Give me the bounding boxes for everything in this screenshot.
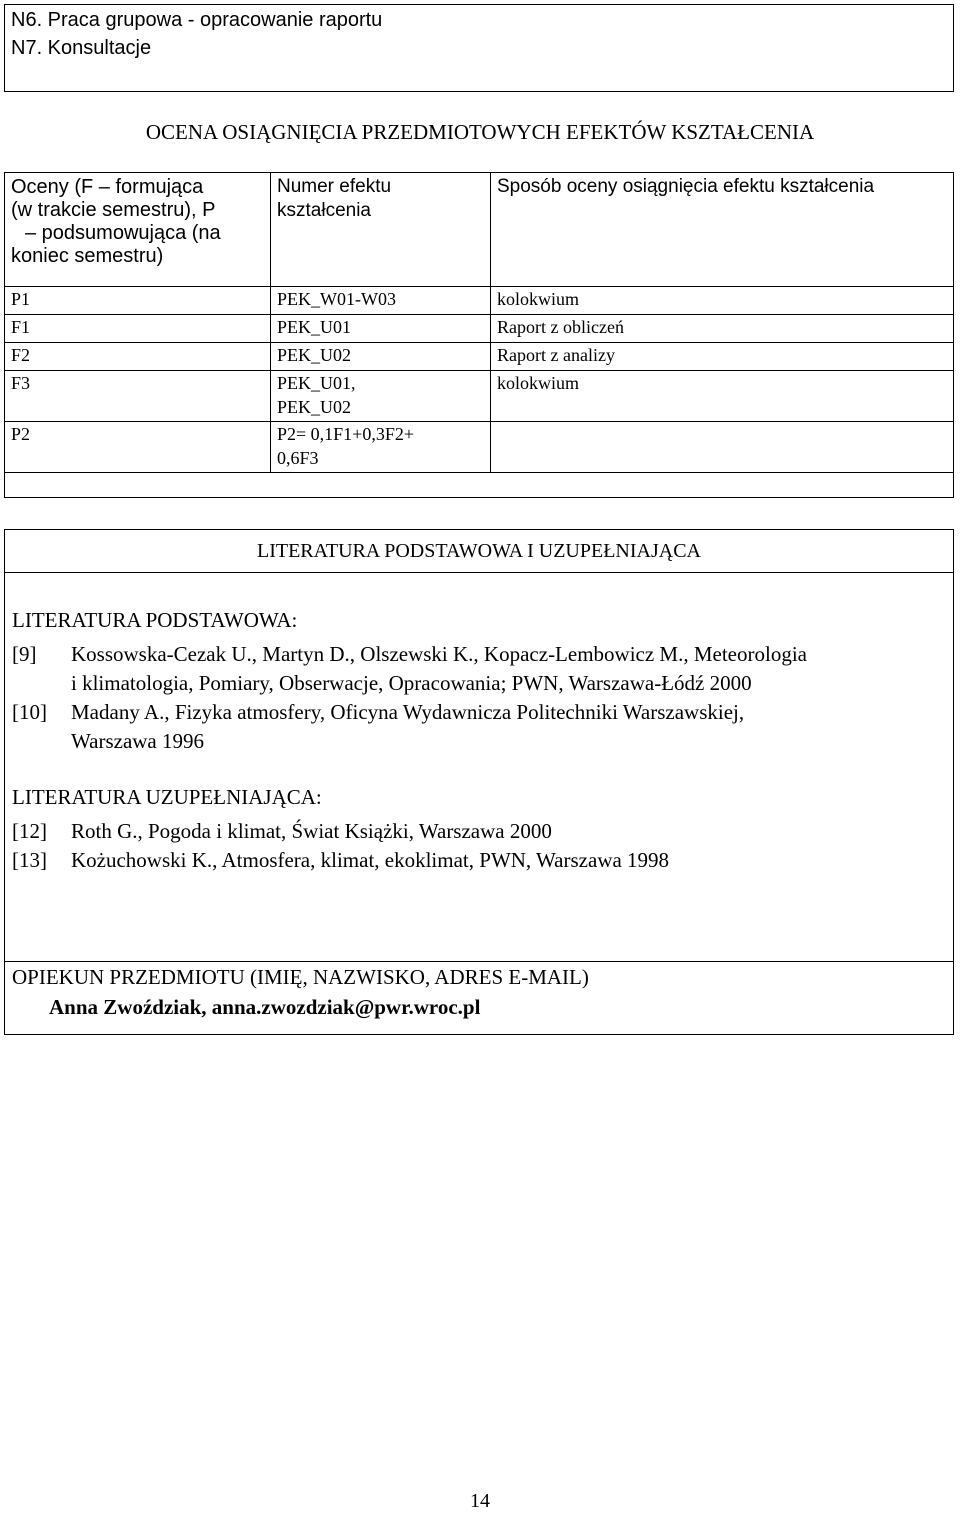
literature-title: LITERATURA PODSTAWOWA I UZUPEŁNIAJĄCA bbox=[256, 540, 701, 562]
effect-header-line: Numer efektu bbox=[277, 176, 392, 197]
grade-cell: P2 bbox=[5, 422, 271, 473]
effect-line: P2= 0,1F1+0,3F2+ bbox=[277, 424, 414, 444]
reference-number: [9] bbox=[12, 642, 37, 666]
supplementary-literature-heading: LITERATURA UZUPEŁNIAJĄCA: bbox=[12, 785, 322, 809]
basic-literature-heading: LITERATURA PODSTAWOWA: bbox=[12, 608, 298, 632]
table-row bbox=[5, 287, 954, 315]
supervisor-title: OPIEKUN PRZEDMIOTU (IMIĘ, NAZWISKO, ADRES E-MAIL) bbox=[12, 965, 589, 989]
supervisor-name: Anna Zwoździak, anna.zwozdziak@pwr.wroc.pl bbox=[49, 995, 481, 1019]
method-cell: kolokwium bbox=[491, 371, 954, 422]
assessment-title: OCENA OSIĄGNIĘCIA PRZEDMIOTOWYCH EFEKTÓW KSZTAŁCENIA bbox=[145, 120, 815, 144]
table-row bbox=[5, 371, 954, 422]
reference-line: i klimatologia, Pomiary, Obserwacje, Opracowania; PWN, Warszawa-Łódź 2000 bbox=[71, 671, 752, 695]
effect-line: 0,6F3 bbox=[277, 448, 319, 468]
table-row bbox=[5, 315, 954, 343]
page-number: 14 bbox=[470, 1490, 490, 1512]
reference-line: Roth G., Pogoda i klimat, Świat Książki, Warszawa 2000 bbox=[71, 819, 552, 843]
effect-line: PEK_U02 bbox=[277, 345, 352, 365]
method-line: N7. Konsultacje bbox=[11, 37, 152, 59]
method-cell: kolokwium bbox=[491, 287, 954, 315]
table-row bbox=[5, 343, 954, 371]
effect-header-line: kształcenia bbox=[277, 200, 371, 221]
method-line: N6. Praca grupowa - opracowanie raportu bbox=[11, 9, 383, 31]
grade-header-line: – podsumowująca (na bbox=[25, 222, 221, 244]
method-cell: Raport z obliczeń bbox=[491, 315, 954, 343]
reference-line: Madany A., Fizyka atmosfery, Oficyna Wydawnicza Politechniki Warszawskiej, bbox=[71, 700, 745, 724]
effect-cell bbox=[271, 422, 491, 473]
table-row bbox=[5, 473, 954, 498]
reference-line: Kossowska-Cezak U., Martyn D., Olszewski K., Kopacz-Lembowicz M., Meteorologia bbox=[71, 642, 807, 666]
reference-text bbox=[71, 640, 951, 698]
effect-cell bbox=[271, 287, 491, 315]
literature-title-box bbox=[4, 529, 954, 573]
grade-cell: P1 bbox=[5, 287, 271, 315]
literature-box bbox=[4, 572, 954, 962]
grade-cell: F2 bbox=[5, 343, 271, 371]
reference-line: Kożuchowski K., Atmosfera, klimat, ekoklimat, PWN, Warszawa 1998 bbox=[71, 848, 670, 872]
method-cell bbox=[491, 422, 954, 473]
reference-text bbox=[71, 817, 951, 846]
grade-header bbox=[5, 173, 271, 287]
effect-line: PEK_U02 bbox=[277, 397, 352, 417]
grade-header-line: Oceny (F – formująca bbox=[11, 176, 204, 198]
table-row bbox=[5, 422, 954, 473]
reference-line: Warszawa 1996 bbox=[71, 729, 205, 753]
effect-cell bbox=[271, 343, 491, 371]
reference-number: [10] bbox=[12, 700, 47, 724]
reference-text bbox=[71, 846, 951, 875]
grade-cell: F1 bbox=[5, 315, 271, 343]
reference-number: [13] bbox=[12, 848, 47, 872]
grade-header-line: koniec semestru) bbox=[11, 245, 164, 267]
grades-table bbox=[4, 172, 954, 498]
effect-cell bbox=[271, 315, 491, 343]
effect-line: PEK_W01-W03 bbox=[277, 289, 396, 309]
effect-cell bbox=[271, 371, 491, 422]
grade-cell: F3 bbox=[5, 371, 271, 422]
grades-header-row bbox=[5, 173, 954, 287]
grade-header-line: (w trakcie semestru), P bbox=[11, 199, 216, 221]
method-header: Sposób oceny osiągnięcia efektu kształcenia bbox=[491, 173, 954, 287]
reference-number: [12] bbox=[12, 819, 47, 843]
empty-row bbox=[5, 473, 954, 498]
supervisor-box bbox=[4, 961, 954, 1035]
effect-line: PEK_U01, bbox=[277, 373, 356, 393]
reference-text bbox=[71, 698, 951, 756]
effect-header bbox=[271, 173, 491, 287]
methods-box bbox=[4, 4, 954, 92]
effect-line: PEK_U01 bbox=[277, 317, 352, 337]
method-cell: Raport z analizy bbox=[491, 343, 954, 371]
